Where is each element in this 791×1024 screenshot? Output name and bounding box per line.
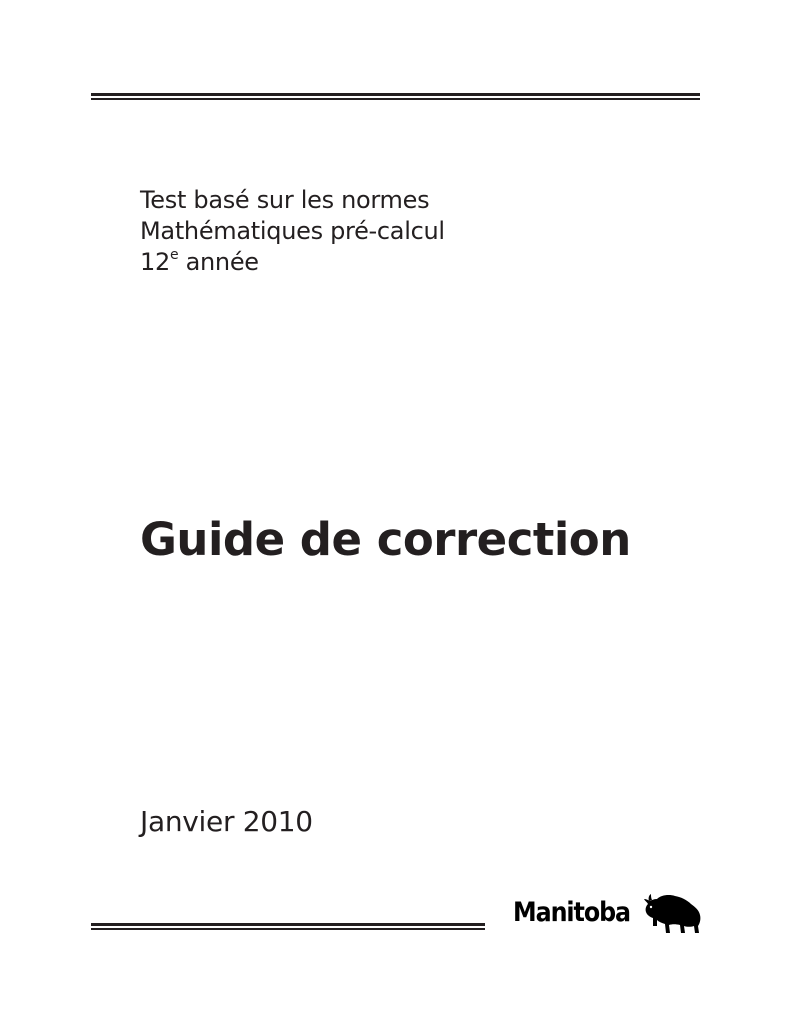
bison-icon xyxy=(643,893,703,935)
logo-wordmark: Manitoba xyxy=(513,897,631,928)
bottom-rule xyxy=(91,923,485,930)
grade-superscript: e xyxy=(169,247,179,263)
top-rule xyxy=(91,93,700,100)
subtitle-line-2: Mathématiques pré-calcul xyxy=(140,217,445,245)
subtitle-block xyxy=(140,185,445,282)
page-title: Guide de correction xyxy=(140,513,631,566)
subtitle-line-1: Test basé sur les normes xyxy=(140,186,430,214)
grade-number: 12 xyxy=(140,248,170,276)
subtitle-grade xyxy=(140,247,445,282)
grade-word: année xyxy=(178,248,259,276)
manitoba-logo xyxy=(513,893,703,937)
publication-date: Janvier 2010 xyxy=(140,805,313,838)
